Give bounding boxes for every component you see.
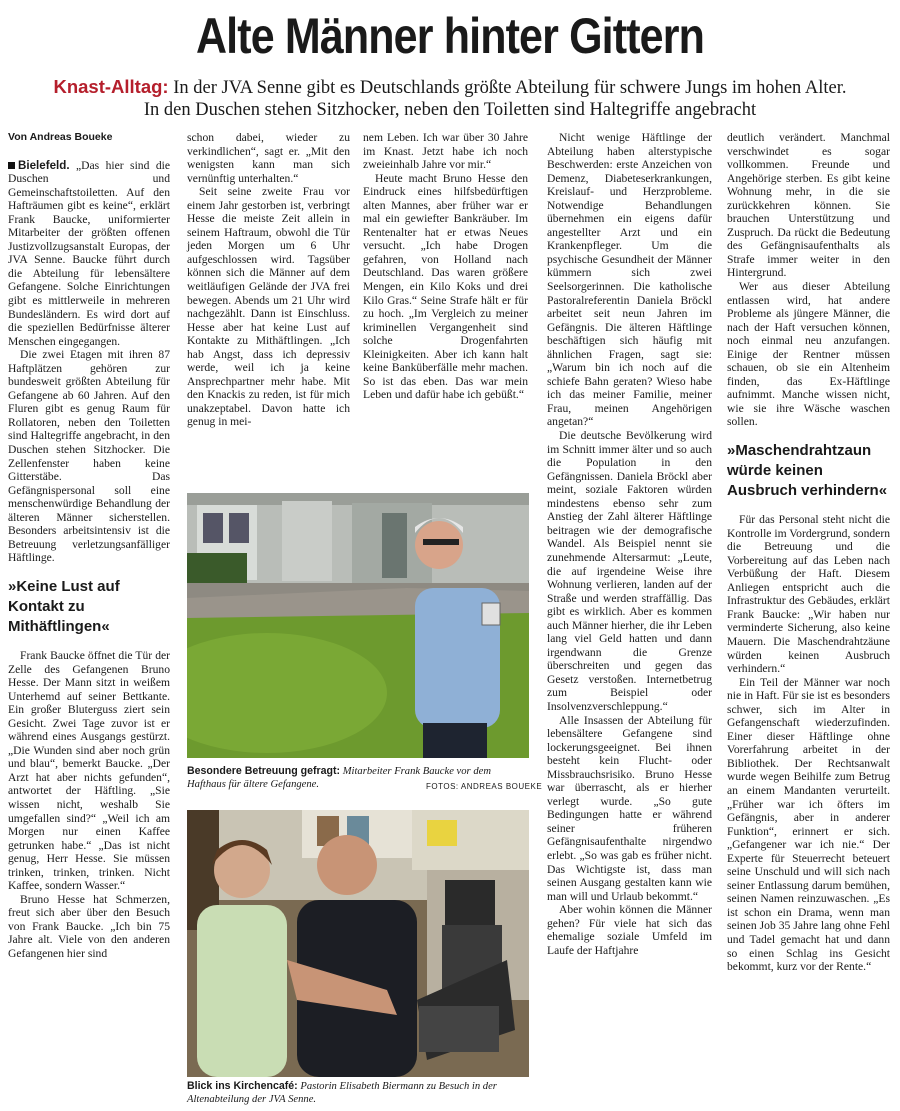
photo1-caption-bold: Besondere Betreuung gefragt:: [187, 765, 341, 777]
byline: Von Andreas Boueke: [8, 131, 113, 143]
photo-church-cafe-image: [187, 810, 529, 1077]
col1-p3: Frank Baucke öffnet die Tür der Zelle des Gefangenen Bruno Hesse. Der Mann sitzt in weißem Unterhemd auf seiner Bettkante. Ein großer Bluterguss ziert sein Gesicht. Zwei Tage zuvor ist er während eines Ausgangs gestürzt. „Die Wunden sind aber noch grün und blau“, bemerkt Baucke. „Der Arzt hat aber nichts gefunden“, antwortet der Häftling. „Sie wissen nicht, weshalb Sie umgefallen sind?“ „Weil ich am Morgen nur einen Kaffee getrunken habe.“ „Das ist nicht genug, Herr Hesse. Sie müssen trinken, trinken, trinken. Nicht Kaffee, sondern Wasser.“: [8, 648, 170, 893]
col4-p1: Nicht wenige Häftlinge der Abteilung haben alterstypische Beschwerden: erste Anzeichen von Demenz, Diabeteserkrankungen, Kreislauf- und Herzprobleme. Notwendige Behandlungen übernehmen ein eigens dafür angestellter Arzt und ein Krankenpfleger. Um die psychische Gesundheit der Männer kümmern sich zwei Seelsorgerinnen. Die katholische Pastoralreferentin Daniela Bröckl arbeitet seit neun Jahren im Gefängnis. Die älteren Häftlinge beschäftigen sich häufig mit ähnlichen Fragen, sagt sie: „Warum bin ich noch auf die schiefe Bahn geraten? Wieso habe ich das meiner Familie, meiner Frau, meinen Angehörigen angetan?“: [547, 131, 712, 429]
col2-p2: Seit seine zweite Frau vor einem Jahr gestorben ist, verbringt Hesse die meiste Zeit allein in seinem Haftraum, obwohl die Tür jeden Morgen um 6 Uhr aufgeschlossen wird. Tagsüber können sich die Männer auf dem weitläufigen Gelände der JVA frei bewegen. Abends um 21 Uhr wird nachgezählt. Dann ist Einschluss. Hesse aber hat keine Lust auf Kontakte zu Mithäftlingen. „Ich hab Angst, dass ich depressiv werde, weil ich ja keine Ansprechpartner mehr habe. Mit den Knackis zu reden, ist für mich unakzeptabel. Davon hatte ich genug in mei-: [187, 185, 350, 429]
subhead-line-1: In der JVA Senne gibt es Deutschlands größte Abteilung für schwere Jungs im hohen Alter.: [173, 78, 847, 98]
col5-p4: Ein Teil der Männer war noch nie in Haft. Für sie ist es besonders schwer, sich im Alter in Gefangenschaft wiederzufinden. Einer dieser Häftlinge ohne Vorerfahrung arbeitet in der Bibliothek. Der Rechtsanwalt wurde wegen Beihilfe zum Betrug an einem Mandanten verurteilt. „Früher war ich öfters im Gefängnis, aber in anderer Funktion“, erinnert er sich. „Gefangener war ich nie.“ Der Experte für Steuerrecht beteuert seine Unschuld und will sich nach seiner Entlassung darum bemühen, seinen Namen reinzuwaschen. „Es ist schon ein Drama, wenn man seinen Job 35 Jahre lang ohne Fehl und Tadel gemacht hat und dann so einen Schlag ins Gesicht bekommt, kurz vor der Rente.“: [727, 675, 890, 974]
col4-p2: Die deutsche Bevölkerung wird im Schnitt immer älter und so auch die Population in den Gefängnissen. Daniela Bröckl aber meint, soziale Faktoren würden mindestens ebenso sehr zum Anstieg der Zahl älterer Häftlinge beitragen wie der demografische Wandel. Als Beispiel nennt sie zunehmende Altersarmut: „Leute, die auf irgendeine Weise ihre Wohnung verlieren, landen auf der Straße und werden straffällig. Das gibt es wirklich. Aber es kommen auch Männer hierher, die ihr Leben lang viel Geld hatten und dann irgendwann die Grenze überschreiten und gegen das Gesetz verstoßen. Internetbetrug zum Beispiel oder Insolvenzverschleppung.“: [547, 429, 712, 713]
photo2-caption-text: Pastorin Elisabeth Biermann zu Besuch in der Altenabteilung der JVA Senne.: [187, 1081, 497, 1105]
kicker: Knast-Alltag:: [53, 76, 169, 97]
column-4: [547, 131, 712, 957]
photo-church-cafe: [187, 810, 529, 1077]
photo-officer: [187, 493, 529, 758]
col3-p1: nem Leben. Ich war über 30 Jahre im Knast. Jetzt habe ich noch zweieinhalb Jahre vor mir.“: [363, 131, 528, 172]
subhead-maschendrahtzaun: »Maschendrahtzaun würde keinen Ausbruch verhindern«: [727, 442, 888, 500]
subhead-line-2: In den Duschen stehen Sitzhocker, neben den Toiletten sind Haltegriffe angebracht: [143, 100, 757, 120]
column-1: [8, 131, 170, 1111]
column-3: [363, 131, 528, 402]
col5-p1: deutlich verändert. Manchmal verschwindet es sogar vollkommen. Freunde und Angehörige sterben. Es gibt keine Wohnung mehr, in die sie zurückkehren können. Sie brauchen Unterstützung und Zuspruch. Da rückt die Bedeutung des Gefängnisaufenthalts als Strafe immer weiter in den Hintergrund.: [727, 131, 890, 280]
col5-p2: Wer aus dieser Abteilung entlassen wird, hat andere Probleme als jüngere Männer, die nach der Haft versuchen können, noch einmal neu anzufangen. Einige der Rentner müssen schauen, ob sie ein Altenheim finden, das Ex-Häftlinge aufnimmt. Manche wissen nicht, wie sie ihre Wäsche waschen sollen.: [727, 280, 890, 429]
column-5: [727, 131, 890, 974]
photo-officer-image: [187, 493, 529, 758]
photo1-caption-text: Mitarbeiter Frank Baucke vor dem Hafthaus für ältere Gefangene.: [187, 766, 491, 790]
photo2-caption: [187, 1080, 529, 1106]
dateline: Bielefeld.: [18, 158, 70, 172]
col3-p2: Heute macht Bruno Hesse den Eindruck eines hilfsbedürftigen alten Mannes, aber früher war er mal ein gewiefter Bankräuber. Im Rentenalter hat er etwas Neues versucht. „Ich habe Drogen gefahren, von Holland nach Deutschland. Das waren größere Mengen, ein Kilo Koks und drei Kilo Gras.“ Seine Strafe hält er für zu hoch. „Im Vergleich zu meiner kriminellen Vergangenheit sind solche Drogenfahrten Kleinigkeiten. Aber ich kann halt keine Banküberfälle mehr machen. So ist das eben. Das war mein Leben und dafür habe ich gebüßt.“: [363, 171, 528, 402]
bullet-square-icon: [8, 162, 15, 169]
col1-p4: Bruno Hesse hat Schmerzen, freut sich aber über den Besuch von Frank Baucke. „Ich bin 75 Jahre alt. Viele von den anderen Gefangenen hier sind: [8, 892, 170, 960]
photo2-caption-bold: Blick ins Kirchencafé:: [187, 1080, 298, 1092]
subhead-keine-lust: »Keine Lust auf Kontakt zu Mithäftlingen«: [8, 577, 120, 635]
col5-p3: Für das Personal steht nicht die Kontrolle im Vordergrund, sondern die Betreuung und die Vorbereitung auf das Leben nach Verbüßung der Haft. Diesem Anliegen entspricht auch die Infrastruktur des Gebäudes, erklärt Frank Baucke: „Wir haben nur verminderte Sicherung, also keine Mauern. Die Maschendrahtzäune würden keinen Ausbruch verhindern.“: [727, 513, 890, 676]
column-2: [187, 131, 350, 429]
col4-p4: Aber wohin können die Männer gehen? Für viele hat sich das ehemalige soziale Umfeld im Laufe der Haftjahre: [547, 903, 712, 957]
col1-p2: Die zwei Etagen mit ihren 87 Haftplätzen gehören zur bundesweit größten Abteilung für Gefangene ab 60 Jahren. Auf den Fluren gibt es genug Raum für Rollatoren, neben den Toiletten sind Haltegriffe angebracht, in den Duschen stehen Sitzhocker. Die Zellenfenster haben keine Gitterstäbe. Das Gefängnispersonal soll eine menschenwürdige Behandlung der älteren Männer sicherstellen. Besonders arbeitsintensiv ist die Betreuung verletzungsanfälliger Häftlinge.: [8, 348, 170, 565]
headline: Alte Männer hinter Gittern: [195, 8, 705, 64]
photo-credit: FOTOS: ANDREAS BOUEKE: [426, 782, 543, 791]
col2-p1: schon dabei, wieder zu verkindlichen“, sagt er. „Mit den wenigsten kann man sich vernünftig unterhalten.“: [187, 131, 350, 185]
subheadline: [8, 76, 892, 121]
col4-p3: Alle Insassen der Abteilung für lebensältere Gefangene sind lockerungsgeeignet. Bei ihnen besteht kein Flucht- oder Missbrauchsrisiko. Bruno Hesse war überrascht, als er hierher verlegt wurde. „So gute Bedingungen hatte er während seiner früheren Gefängnisaufenthalte nirgendwo erlebt. „So was gab es früher nicht. Das Wichtigste ist, dass man seinen Ausgang gestalten kann wie man will und Urlaub bekommt.“: [547, 713, 712, 903]
col1-p1: „Das hier sind die Duschen und Gemeinschaftstoiletten. Auf den Hafträumen gibt es keine“, erklärt Frank Baucke, uniformierter Mitarbeiter der größten offenen Justizvollzugsanstalt Europas, der JVA Senne. Baucke führt durch die Abteilung für lebensältere Gefangene. Solche Einrichtungen gibt es mittlerweile in mehreren Bundesländern. Es wird dort auf die speziellen Bedürfnisse älterer Menschen eingegangen.: [8, 158, 170, 348]
